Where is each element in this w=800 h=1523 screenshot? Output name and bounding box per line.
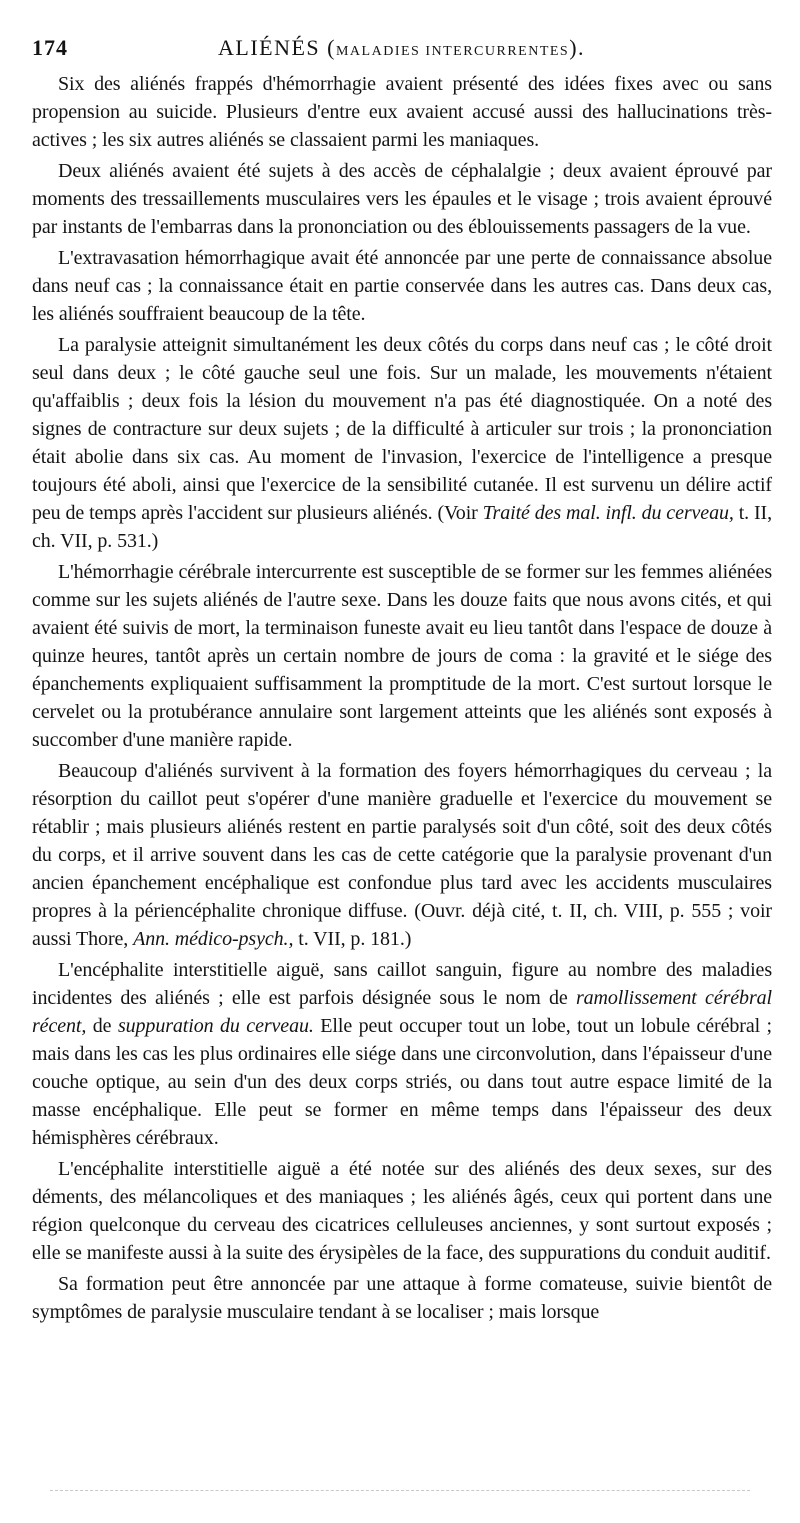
paragraph-text: t. II, ch. VII, p. 531.) — [32, 502, 772, 552]
running-head — [218, 28, 585, 72]
paragraph-formation — [32, 1270, 772, 1326]
paragraph-cephalalgia — [32, 157, 772, 241]
paragraph-text: L'hémorrhagie cérébrale intercurrente est susceptible de se former sur les femmes aliénées comme sur les sujets aliénés de l'autre sexe. Dans les douze faits que nous avons cités, et qui avaient été suivis de mort, la terminaison funeste avait eu lieu tantôt dans l'espace de douze à quinze heures, tantôt après un certain nombre de jours de coma : la gravité et le siége des épanchements expliquaient suffisamment la promptitude de la mort. C'est surtout lorsque le cervelet ou la protubérance annulaire sont largement atteints que les aliénés sont exposés à succomber d'une manière rapide. — [32, 561, 772, 751]
paragraph-text: Sa formation peut être annoncée par une attaque à forme comateuse, suivie bientôt de symptômes de paralysie musculaire tendant à se localiser ; mais lorsque — [32, 1273, 772, 1323]
running-head-main: ALIÉNÉS ( — [218, 35, 336, 60]
paragraph-hallucinations — [32, 70, 772, 154]
page-header — [32, 28, 772, 68]
paragraph-extravasation — [32, 244, 772, 328]
paragraph-survival — [32, 757, 772, 953]
italic-term: ramollissement cérébral récent, — [32, 987, 772, 1037]
citation-title: Traité des mal. infl. du cerveau, — [482, 502, 734, 524]
italic-term: suppuration du cerveau. — [117, 1015, 314, 1037]
running-head-subtitle: MALADIES INTERCURRENTES — [335, 44, 570, 59]
book-page — [32, 28, 772, 1329]
paragraph-encephalitis-cases — [32, 1155, 772, 1267]
paragraph-text: Elle peut occuper tout un lobe, tout un lobule cérébral ; mais dans les cas les plus ordinaires elle siége dans une circonvolution, dans l'épaisseur d'une couche optique, au sein d'un des deux corps striés, ou dans tout autre espace limité de la masse encéphalique. Elle peut se former en même temps dans l'épaisseur des deux hémisphères cérébraux. — [32, 1015, 772, 1149]
citation-title: Ann. médico-psych., — [133, 928, 294, 950]
paragraph-text: L'encéphalite interstitielle aiguë a été notée sur des aliénés des deux sexes, sur des déments, des mélancoliques et des maniaques ; les aliénés âgés, ceux qui portent dans une région quelconque du cerveau des cicatrices celluleuses anciennes, y sont surtout exposés ; elle se manifeste aussi à la suite des érysipèles de la face, des suppurations du conduit auditif. — [32, 1158, 772, 1264]
paragraph-encephalitis — [32, 956, 772, 1152]
page-number: 174 — [32, 35, 68, 60]
paragraph-text: t. VII, p. 181.) — [293, 928, 412, 950]
paragraph-paralysis — [32, 331, 772, 555]
paragraph-text: Six des aliénés frappés d'hémorrhagie avaient présenté des idées fixes avec ou sans propension au suicide. Plusieurs d'entre eux avaient accusé aussi des hallucinations très-actives ; les six autres aliénés se classaient parmi les maniaques. — [32, 73, 772, 151]
body-text — [32, 70, 772, 1326]
paragraph-text: de — [86, 1015, 118, 1037]
paragraph-text: Beaucoup d'aliénés survivent à la formation des foyers hémorrhagiques du cerveau ; la résorption du caillot peut s'opérer d'une manière graduelle et l'exercice du mouvement se rétablir ; mais plusieurs aliénés restent en partie paralysés soit d'un côté, soit des deux côtés du corps, et il arrive souvent dans les cas de cette catégorie que la paralysie provenant d'un ancien épanchement encéphalique est confondue plus tard avec les accidents musculaires propres à la périencéphalite chronique diffuse. (Ouvr. déjà cité, t. II, ch. VIII, p. 555 ; voir aussi Thore, — [32, 760, 772, 950]
paragraph-text: La paralysie atteignit simultanément les deux côtés du corps dans neuf cas ; le côté droit seul dans deux ; le côté gauche seul une fois. Sur un malade, les mouvements n'étaient qu'affaiblis ; deux fois la lésion du mouvement n'a pas été diagnostiquée. On a noté des signes de contracture sur deux sujets ; de la difficulté à articuler sur trois ; la prononciation était abolie dans six cas. Au moment de l'invasion, l'exercice de l'intelligence a presque toujours été aboli, ainsi que l'exercice de la sensibilité cutanée. Il est survenu un délire actif peu de temps après l'accident sur plusieurs aliénés. (Voir — [32, 334, 772, 524]
paragraph-text: L'extravasation hémorrhagique avait été annoncée par une perte de connaissance absolue dans neuf cas ; la connaissance était en partie conservée dans les autres cas. Dans deux cas, les aliénés souffraient beaucoup de la tête. — [32, 247, 772, 325]
running-head-end: ). — [569, 35, 586, 60]
paragraph-text: Deux aliénés avaient été sujets à des accès de céphalalgie ; deux avaient éprouvé par moments des tressaillements musculaires vers les épaules et le visage ; trois avaient éprouvé par instants de l'embarras dans la prononciation ou des éblouissements passagers de la vue. — [32, 160, 772, 238]
paragraph-text: L'encéphalite interstitielle aiguë, sans caillot sanguin, figure au nombre des maladies incidentes des aliénés ; elle est parfois désignée sous le nom de — [32, 959, 772, 1009]
footer-rule — [50, 1490, 750, 1491]
paragraph-cerebral-hemorrhage — [32, 558, 772, 754]
